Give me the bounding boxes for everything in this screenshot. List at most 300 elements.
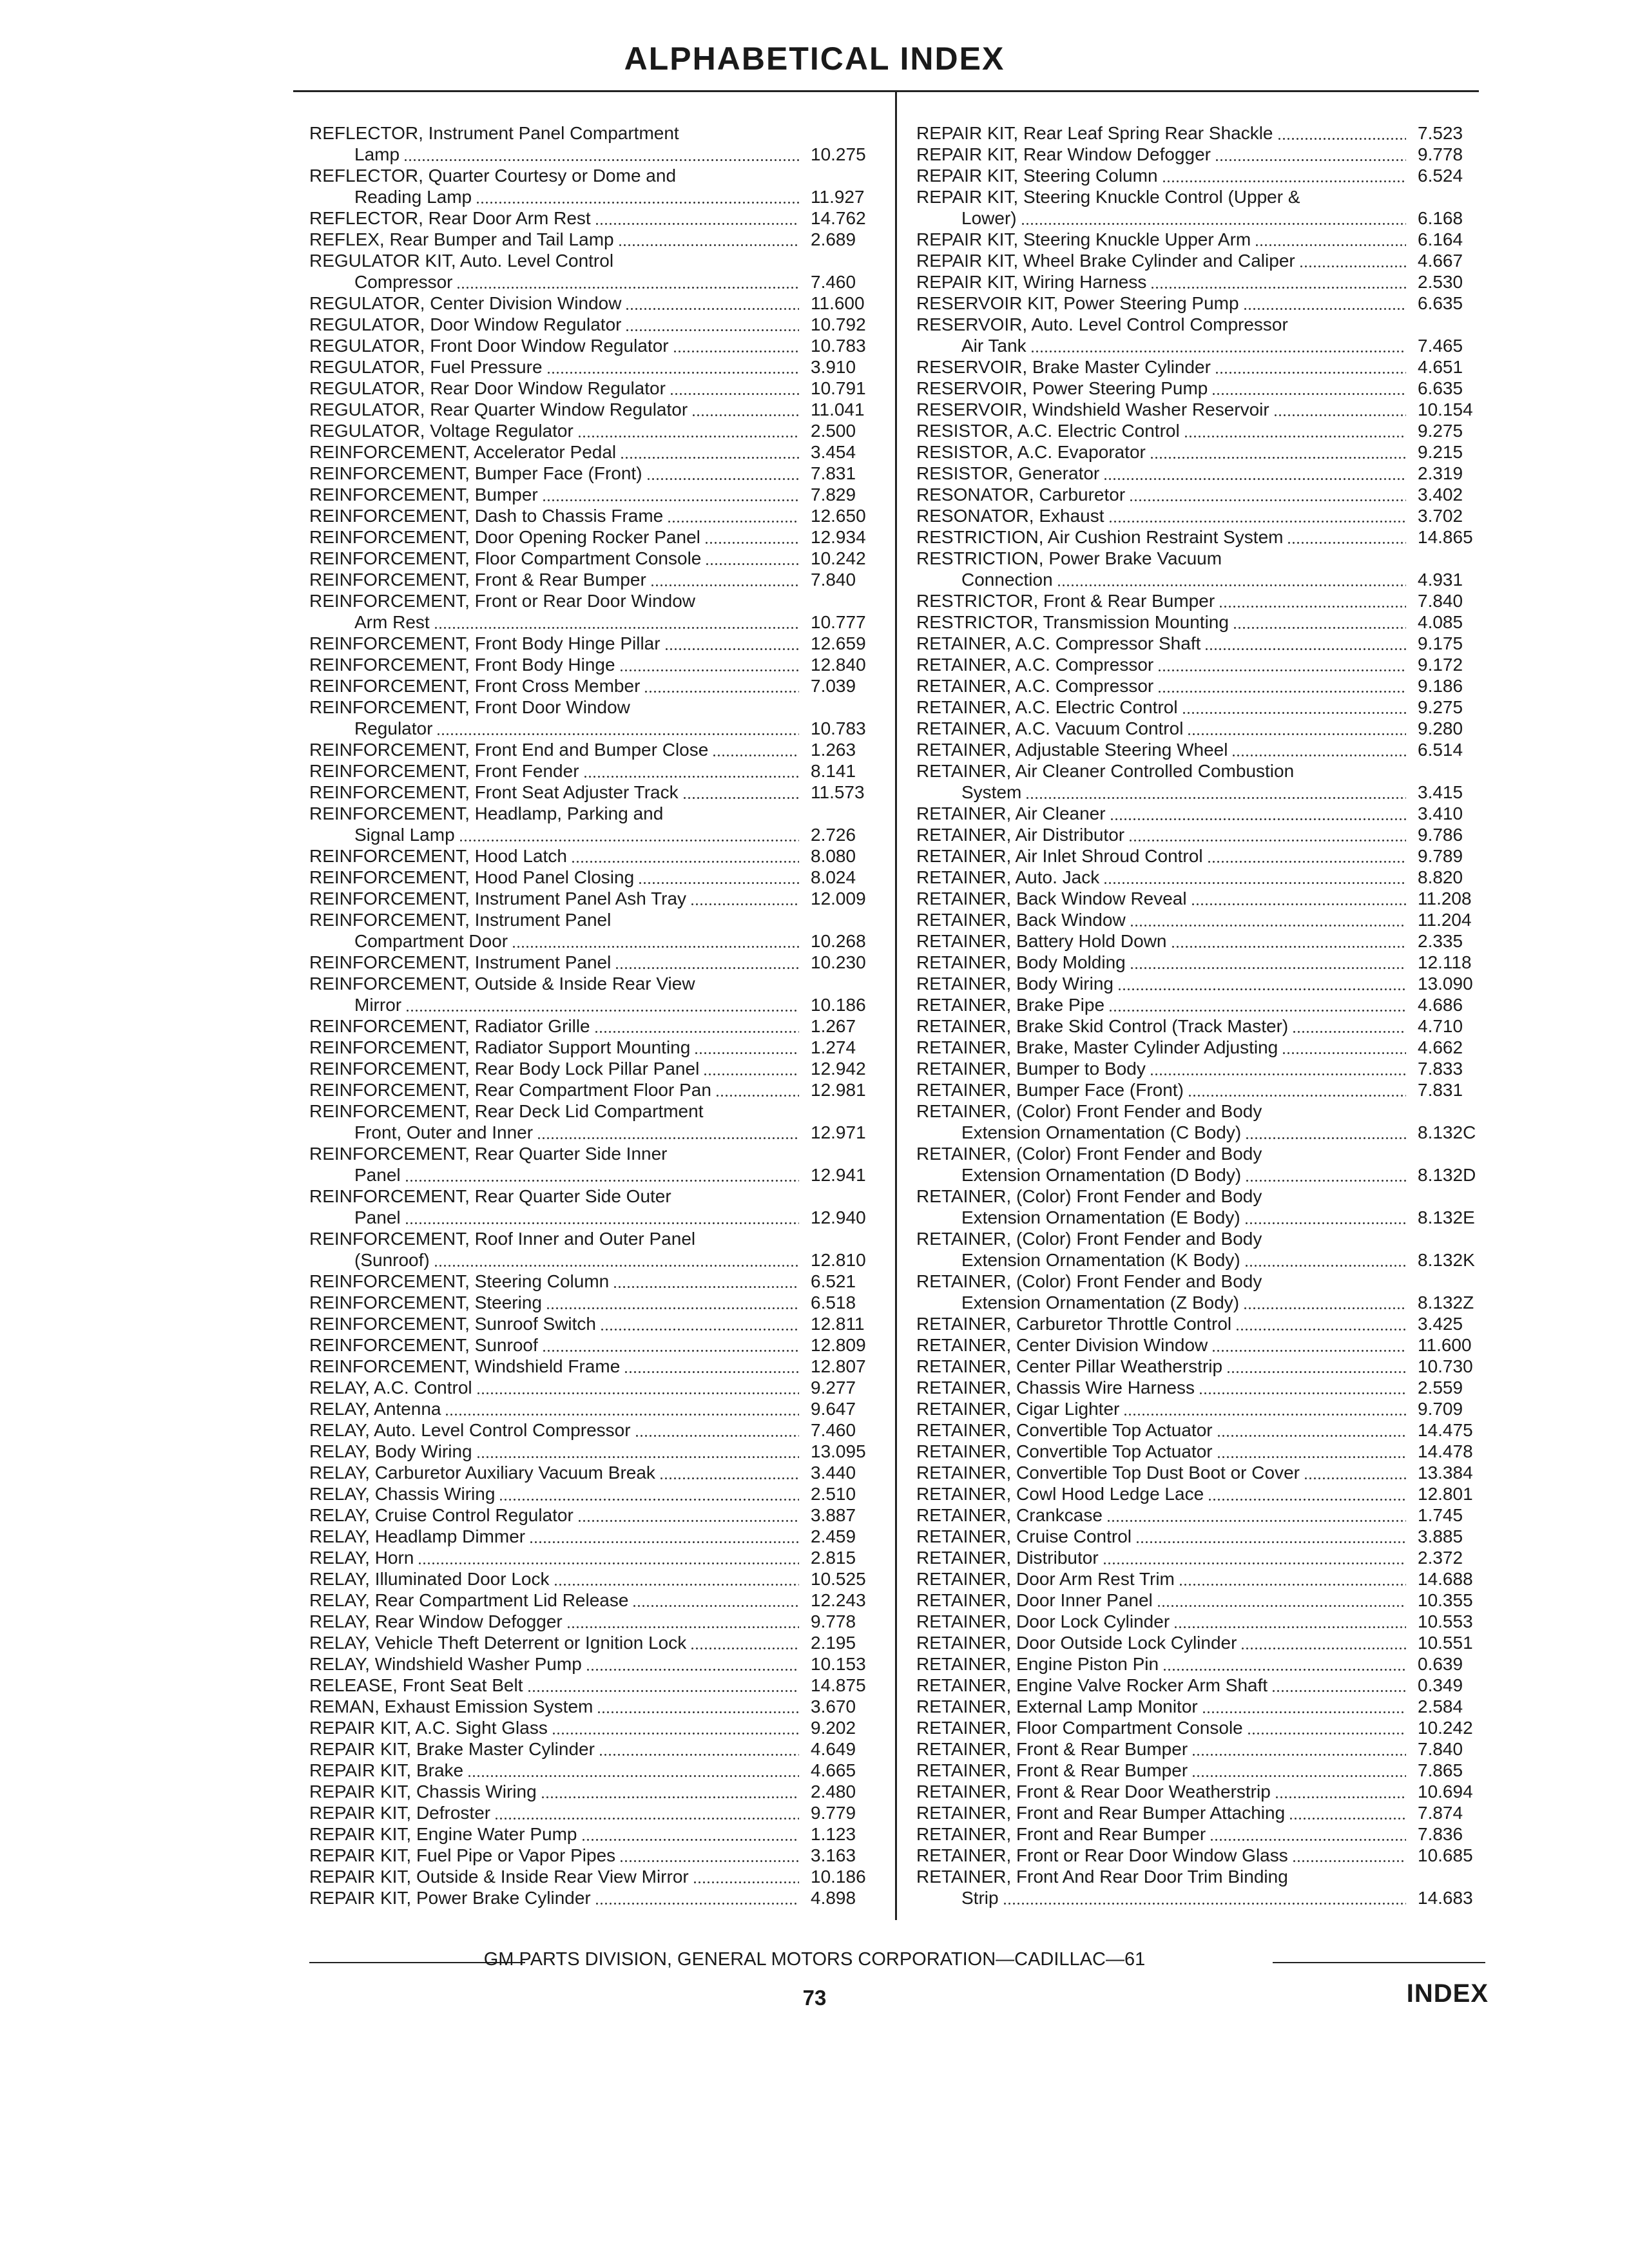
entry-reference-number: 4.898 [811,1888,856,1908]
index-entry [916,250,1496,271]
index-entry [309,633,883,654]
index-entry [309,569,883,590]
entry-reference-number: 4.085 [1418,612,1463,632]
entry-reference-number: 10.355 [1418,1590,1473,1610]
dot-leader [1289,1802,1406,1823]
index-entry [309,1356,883,1377]
entry-reference-number: 9.647 [811,1399,856,1419]
dot-leader [541,1781,799,1802]
entry-reference-number: 8.080 [811,846,856,866]
dot-leader [403,144,799,165]
dot-leader [1275,1781,1406,1802]
entry-reference-number: 4.667 [1418,251,1463,271]
dot-leader [1191,1760,1406,1781]
index-entry [916,378,1496,399]
entry-reference-number: 12.940 [811,1207,866,1227]
entry-text: Connection [961,570,1053,590]
entry-text: RELAY, Body Wiring [309,1441,472,1461]
dot-leader [691,399,799,420]
entry-text: RETAINER, Front And Rear Door Trim Binding [916,1867,1288,1887]
dot-leader [1287,526,1406,548]
entry-text: RETAINER, Cruise Control [916,1526,1132,1546]
entry-reference-number: 7.831 [1418,1080,1463,1100]
entry-reference-number: 9.215 [1418,442,1463,462]
entry-text: RETAINER, Crankcase [916,1505,1103,1525]
entry-text: REINFORCEMENT, Instrument Panel [309,952,612,972]
index-entry [916,845,1496,867]
entry-text: REINFORCEMENT, Front Body Hinge [309,655,615,675]
entry-text: RESISTOR, Generator [916,463,1100,483]
index-entry [916,590,1496,611]
index-entry [309,760,883,782]
entry-reference-number: 3.402 [1418,485,1463,505]
index-entry [309,824,883,845]
dot-leader [1030,335,1406,356]
dot-leader [646,463,799,484]
index-entry [309,1675,883,1696]
entry-text: REINFORCEMENT, Accelerator Pedal [309,442,617,462]
index-entry [309,399,883,420]
dot-leader [690,888,799,909]
index-entry [309,1887,883,1908]
entry-reference-number: 14.478 [1418,1441,1473,1461]
dot-leader [1129,484,1406,505]
page-title: ALPHABETICAL INDEX [624,41,1005,77]
entry-reference-number: 4.662 [1418,1037,1463,1057]
header-rule [293,90,1479,92]
index-entry [309,654,883,675]
entry-text: REFLEX, Rear Bumper and Tail Lamp [309,229,614,249]
entry-reference-number: 3.454 [811,442,856,462]
index-entry [916,1100,1496,1122]
entry-reference-number: 13.090 [1418,974,1473,994]
entry-reference-number: 9.778 [1418,144,1463,164]
index-entry [916,888,1496,909]
entry-reference-number: 10.783 [811,718,866,738]
index-entry [309,548,883,569]
dot-leader [1162,1653,1406,1675]
entry-reference-number: 4.665 [811,1760,856,1780]
index-entry [916,399,1496,420]
entry-reference-number: 11.927 [811,187,865,207]
index-entry [309,1122,883,1143]
entry-text: RESERVOIR, Brake Master Cylinder [916,357,1211,377]
dot-leader [1210,1823,1406,1845]
index-entry [309,186,883,207]
entry-reference-number: 7.840 [811,570,856,590]
entry-text: REINFORCEMENT, Instrument Panel Ash Tray [309,889,687,908]
entry-reference-number: 10.230 [811,952,866,972]
dot-leader [1199,1377,1406,1398]
entry-text: REPAIR KIT, Defroster [309,1803,491,1823]
index-entry [916,1398,1496,1419]
entry-reference-number: 9.186 [1418,676,1463,696]
entry-reference-number: 7.840 [1418,1739,1463,1759]
entry-text: RETAINER, (Color) Front Fender and Body [916,1101,1262,1121]
dot-leader [581,1823,799,1845]
index-entry [309,1186,883,1207]
entry-reference-number: 3.163 [811,1845,856,1865]
dot-leader [704,526,799,548]
entry-text: RELAY, Rear Window Defogger [309,1611,563,1631]
dot-leader [1207,845,1406,867]
entry-reference-number: 4.710 [1418,1016,1463,1036]
index-entry [916,760,1496,782]
index-entry [309,675,883,697]
entry-reference-number: 3.670 [811,1696,856,1716]
entry-text: RELAY, Chassis Wiring [309,1484,496,1504]
entry-text: RESTRICTOR, Front & Rear Bumper [916,591,1215,611]
index-entry [916,569,1496,590]
entry-reference-number: 2.195 [811,1633,856,1653]
dot-leader [624,1356,799,1377]
entry-text: REINFORCEMENT, Front Door Window [309,697,630,717]
entry-text: RELAY, Headlamp Dimmer [309,1526,526,1546]
index-entry [916,271,1496,293]
entry-reference-number: 4.651 [1418,357,1463,377]
dot-leader [638,867,799,888]
index-entry [309,1845,883,1866]
index-entry [916,867,1496,888]
dot-leader [1215,144,1406,165]
entry-text: RELAY, Windshield Washer Pump [309,1654,582,1674]
index-entry [916,1526,1496,1547]
entry-text: RETAINER, Air Cleaner [916,803,1106,823]
dot-leader [499,1483,799,1504]
index-entry [309,1611,883,1632]
dot-leader [644,675,799,697]
index-entry [916,782,1496,803]
entry-text: REINFORCEMENT, Floor Compartment Console [309,548,702,568]
entry-text: Panel [354,1207,401,1227]
entry-reference-number: 6.168 [1418,208,1463,228]
dot-leader [1273,399,1406,420]
entry-reference-number: 12.811 [811,1314,865,1334]
index-entry [916,824,1496,845]
entry-text: REPAIR KIT, A.C. Sight Glass [309,1718,548,1738]
dot-leader [635,1419,799,1441]
entry-text: RESTRICTION, Air Cushion Restraint System [916,527,1284,547]
entry-text: REINFORCEMENT, Sunroof Switch [309,1314,596,1334]
dot-leader [595,207,799,229]
index-entry [309,484,883,505]
entry-reference-number: 10.154 [1418,399,1473,419]
index-entry [309,1696,883,1717]
dot-leader [1110,803,1406,824]
entry-text: RETAINER, Body Wiring [916,974,1113,994]
dot-leader [1235,1313,1406,1334]
index-entry [309,1037,883,1058]
entry-text: REINFORCEMENT, Sunroof [309,1335,538,1355]
entry-reference-number: 7.865 [1418,1760,1463,1780]
entry-reference-number: 14.875 [811,1675,866,1695]
dot-leader [577,1504,799,1526]
entry-reference-number: 11.208 [1418,889,1472,908]
entry-reference-number: 6.521 [811,1271,856,1291]
entry-text: REINFORCEMENT, Rear Quarter Side Outer [309,1186,671,1206]
index-entry [916,144,1496,165]
entry-reference-number: 8.024 [811,867,856,887]
entry-text: RELAY, Cruise Control Regulator [309,1505,574,1525]
entry-text: RETAINER, Convertible Top Dust Boot or Cover [916,1463,1300,1483]
index-entry [309,1377,883,1398]
entry-reference-number: 12.840 [811,655,866,675]
entry-reference-number: 10.551 [1418,1633,1473,1653]
entry-text: RETAINER, A.C. Compressor Shaft [916,633,1201,653]
entry-text: RETAINER, Floor Compartment Console [916,1718,1243,1738]
entry-reference-number: 14.688 [1418,1569,1473,1589]
entry-text: RETAINER, Front and Rear Bumper [916,1824,1206,1844]
index-entry [309,122,883,144]
index-entry [309,378,883,399]
entry-reference-number: 12.810 [811,1250,866,1270]
index-entry [916,994,1496,1015]
entry-reference-number: 2.815 [811,1548,856,1568]
dot-leader [597,1696,799,1717]
dot-leader [1247,1717,1406,1738]
dot-leader [594,1015,799,1037]
dot-leader [1202,1696,1406,1717]
entry-text: RETAINER, Cowl Hood Ledge Lace [916,1484,1204,1504]
index-entry [309,144,883,165]
entry-reference-number: 10.242 [811,548,866,568]
dot-leader [1108,505,1406,526]
entry-text: RETAINER, Front & Rear Bumper [916,1739,1188,1759]
index-entry [916,973,1496,994]
entry-text: Front, Outer and Inner [354,1122,534,1142]
entry-reference-number: 10.730 [1418,1356,1473,1376]
entry-text: RETAINER, Body Molding [916,952,1126,972]
index-entry [309,994,883,1015]
index-entry [309,1653,883,1675]
entry-text: RETAINER, External Lamp Monitor [916,1696,1198,1716]
entry-text: Extension Ornamentation (D Body) [961,1165,1242,1185]
index-entry [309,441,883,463]
entry-reference-number: 7.829 [811,485,856,505]
entry-reference-number: 7.836 [1418,1824,1463,1844]
index-entry [309,1313,883,1334]
dot-leader [571,845,799,867]
entry-text: Panel [354,1165,401,1185]
index-entry [916,1760,1496,1781]
entry-text: RETAINER, Battery Hold Down [916,931,1167,951]
dot-leader [1191,1738,1406,1760]
index-entry [309,1802,883,1823]
entry-text: RELAY, Antenna [309,1399,441,1419]
index-entry [916,335,1496,356]
entry-text: System [961,782,1022,802]
index-entry [916,1377,1496,1398]
index-entry [309,1866,883,1887]
index-entry [916,1037,1496,1058]
entry-reference-number: 4.686 [1418,995,1463,1015]
index-entry [916,675,1496,697]
entry-reference-number: 3.415 [1418,782,1463,802]
entry-text: REINFORCEMENT, Hood Panel Closing [309,867,635,887]
entry-text: RELAY, Carburetor Auxiliary Vacuum Break [309,1463,655,1483]
index-entry [916,526,1496,548]
index-entry [309,463,883,484]
index-column-left [309,122,883,1908]
entry-text: RETAINER, Front & Rear Bumper [916,1760,1188,1780]
entry-text: REPAIR KIT, Steering Knuckle Control (Upper & [916,187,1300,207]
dot-leader [715,1079,799,1100]
entry-text: REINFORCEMENT, Rear Compartment Floor Pan [309,1080,711,1100]
dot-leader [418,1547,799,1568]
entry-text: REPAIR KIT, Wheel Brake Cylinder and Caliper [916,251,1295,271]
index-entry [309,165,883,186]
dot-leader [1188,1079,1406,1100]
entry-reference-number: 1.274 [811,1037,856,1057]
entry-reference-number: 2.530 [1418,272,1463,292]
dot-leader [1292,1015,1406,1037]
index-entry [916,1419,1496,1441]
index-entry [916,739,1496,760]
index-entry [309,314,883,335]
dot-leader [1292,1845,1406,1866]
index-entry [916,1547,1496,1568]
entry-reference-number: 4.649 [811,1739,856,1759]
dot-leader [712,739,799,760]
dot-leader [705,548,799,569]
dot-leader [1157,1590,1406,1611]
entry-text: Air Tank [961,336,1027,356]
entry-text: RESTRICTOR, Transmission Mounting [916,612,1229,632]
entry-reference-number: 12.981 [811,1080,866,1100]
index-entry [309,1547,883,1568]
dot-leader [445,1398,799,1419]
entry-text: RETAINER, Air Cleaner Controlled Combustion [916,761,1295,781]
entry-reference-number: 2.459 [811,1526,856,1546]
index-entry [309,1271,883,1292]
entry-text: RESERVOIR KIT, Power Steering Pump [916,293,1239,313]
entry-text: RETAINER, Door Lock Cylinder [916,1611,1170,1631]
entry-text: RETAINER, Back Window Reveal [916,889,1187,908]
entry-reference-number: 12.801 [1418,1484,1473,1504]
index-entry [309,1058,883,1079]
dot-leader [1204,633,1406,654]
index-entry [309,1398,883,1419]
entry-text: REPAIR KIT, Steering Column [916,166,1158,186]
index-entry [916,697,1496,718]
entry-text: REPAIR KIT, Wiring Harness [916,272,1147,292]
entry-reference-number: 2.510 [811,1484,856,1504]
dot-leader [690,1632,799,1653]
entry-text: RETAINER, Bumper to Body [916,1059,1146,1079]
index-entry [309,1717,883,1738]
dot-leader [1130,909,1406,930]
entry-text: RELAY, A.C. Control [309,1378,472,1398]
entry-text: Lower) [961,208,1017,228]
dot-leader [703,1058,799,1079]
index-entry [309,1738,883,1760]
dot-leader [670,378,799,399]
entry-reference-number: 1.123 [811,1824,856,1844]
index-entry [309,250,883,271]
dot-leader [476,186,799,207]
entry-reference-number: 11.600 [811,293,865,313]
entry-reference-number: 2.480 [811,1782,856,1802]
entry-text: REPAIR KIT, Power Brake Cylinder [309,1888,591,1908]
dot-leader [1191,888,1406,909]
entry-reference-number: 12.809 [811,1335,866,1355]
index-entry [309,505,883,526]
entry-reference-number: 10.783 [811,336,866,356]
entry-text: REPAIR KIT, Brake Master Cylinder [309,1739,595,1759]
dot-leader [554,1568,799,1590]
entry-text: REPAIR KIT, Fuel Pipe or Vapor Pipes [309,1845,616,1865]
entry-reference-number: 1.745 [1418,1505,1463,1525]
entry-text: REGULATOR, Front Door Window Regulator [309,336,669,356]
entry-text: REPAIR KIT, Chassis Wiring [309,1782,537,1802]
dot-leader [1108,994,1406,1015]
entry-text: RETAINER, A.C. Compressor [916,676,1154,696]
entry-text: REINFORCEMENT, Radiator Support Mounting [309,1037,691,1057]
dot-leader [405,1207,799,1228]
dot-leader [1211,1334,1406,1356]
dot-leader [542,484,799,505]
index-entry [916,1079,1496,1100]
entry-reference-number: 9.789 [1418,846,1463,866]
entry-text: REINFORCEMENT, Front Body Hinge Pillar [309,633,660,653]
dot-leader [1130,952,1406,973]
entry-text: REINFORCEMENT, Rear Quarter Side Inner [309,1144,668,1164]
entry-text: Reading Lamp [354,187,472,207]
entry-text: RESERVOIR, Auto. Level Control Compressor [916,314,1288,334]
entry-reference-number: 6.518 [811,1293,856,1312]
entry-text: REINFORCEMENT, Front & Rear Bumper [309,570,646,590]
entry-reference-number: 2.584 [1418,1696,1463,1716]
dot-leader [1123,1398,1406,1419]
dot-leader [1240,1632,1406,1653]
entry-text: RETAINER, (Color) Front Fender and Body [916,1271,1262,1291]
entry-text: Extension Ornamentation (K Body) [961,1250,1240,1270]
entry-text: Extension Ornamentation (Z Body) [961,1293,1240,1312]
index-entry [309,420,883,441]
index-entry [309,1228,883,1249]
entry-reference-number: 8.141 [811,761,856,781]
entry-text: REINFORCEMENT, Rear Deck Lid Compartment [309,1101,704,1121]
dot-leader [673,335,799,356]
dot-leader [1245,1122,1406,1143]
index-entry [309,1419,883,1441]
entry-reference-number: 12.650 [811,506,866,526]
entry-text: RETAINER, Distributor [916,1548,1099,1568]
entry-reference-number: 12.659 [811,633,866,653]
index-entry [309,1483,883,1504]
index-entry [916,1653,1496,1675]
entry-reference-number: 8.132K [1418,1250,1475,1270]
index-entry [916,1738,1496,1760]
entry-reference-number: 14.683 [1418,1888,1473,1908]
index-entry [916,1802,1496,1823]
entry-text: REINFORCEMENT, Hood Latch [309,846,567,866]
entry-reference-number: 8.820 [1418,867,1463,887]
index-entry [309,1207,883,1228]
index-entry [916,1356,1496,1377]
index-entry [309,229,883,250]
entry-reference-number: 3.885 [1418,1526,1463,1546]
index-entry [916,1823,1496,1845]
index-entry [916,1717,1496,1738]
entry-text: REINFORCEMENT, Windshield Frame [309,1356,621,1376]
entry-text: REGULATOR, Fuel Pressure [309,357,543,377]
index-entry [309,356,883,378]
entry-reference-number: 14.762 [811,208,866,228]
dot-leader [537,1122,799,1143]
index-entry [309,1292,883,1313]
entry-text: RETAINER, (Color) Front Fender and Body [916,1186,1262,1206]
